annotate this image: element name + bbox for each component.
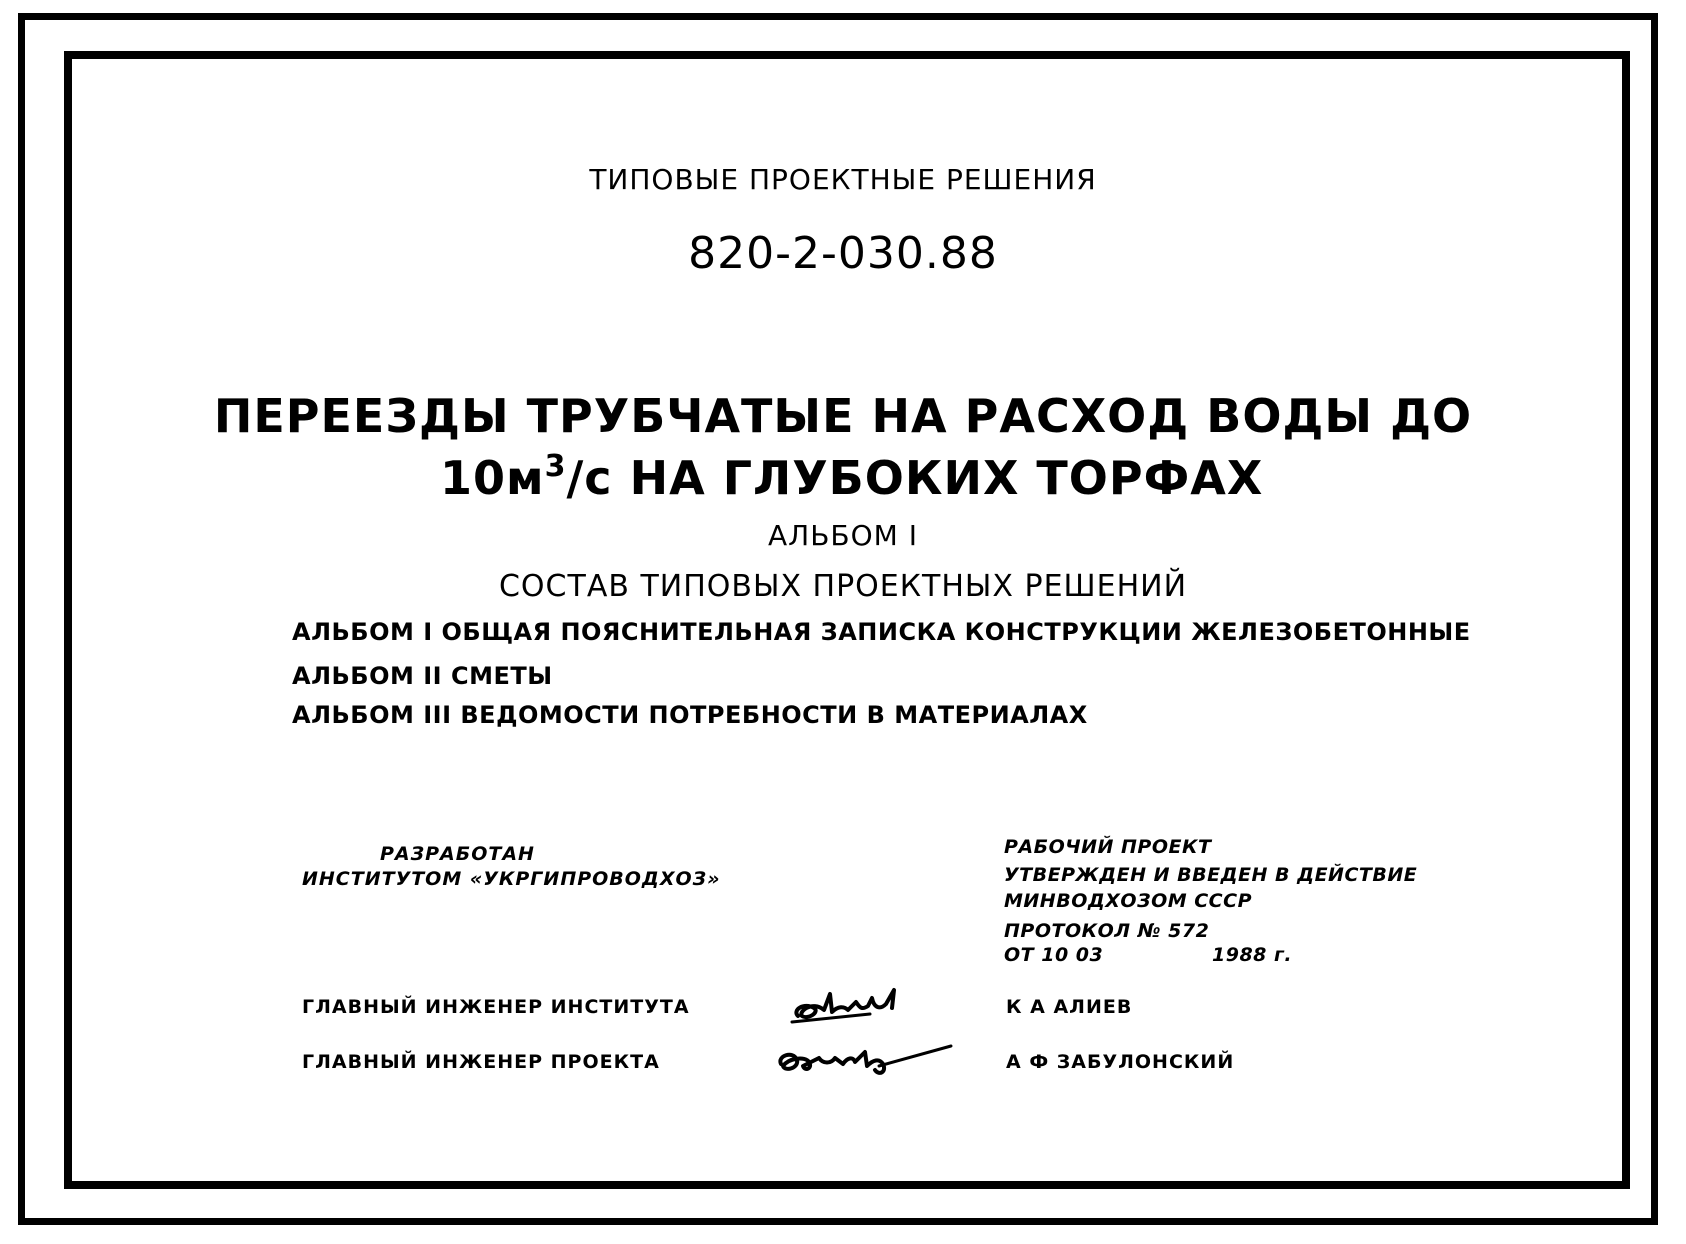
title-line-2 [440,449,1264,505]
signature-chief-engineer-project [775,1038,955,1080]
signatory-name: А Ф ЗАБУЛОНСКИЙ [1006,1051,1235,1073]
approval-line: РАБОЧИЙ ПРОЕКТ [1004,836,1212,858]
signatory-name: К А АЛИЕВ [1006,996,1133,1018]
approval-year: 1988 г. [1212,944,1293,966]
signature-chief-engineer-institute [790,980,930,1030]
approval-line: УТВЕРЖДЕН И ВВЕДЕН В ДЕЙСТВИЕ [1004,864,1418,886]
album-list-item: АЛЬБОМ II СМЕТЫ [292,662,553,690]
approval-date: ОТ 10 03 [1004,944,1104,966]
title-line-1: ПЕРЕЕЗДЫ ТРУБЧАТЫЕ НА РАСХОД ВОДЫ ДО [213,389,1473,443]
developed-by: ИНСТИТУТОМ «УКРГИПРОВОДХОЗ» [302,868,721,890]
album-list-item: АЛЬБОМ I ОБЩАЯ ПОЯСНИТЕЛЬНАЯ ЗАПИСКА КОНСТРУКЦИИ ЖЕЛЕЗОБЕТОННЫЕ [292,618,1471,646]
composition-heading: СОСТАВ ТИПОВЫХ ПРОЕКТНЫХ РЕШЕНИЙ [498,569,1188,604]
title-flow-exponent: 3 [544,449,567,484]
header-label: ТИПОВЫЕ ПРОЕКТНЫЕ РЕШЕНИЯ [589,163,1097,196]
signatory-role: ГЛАВНЫЙ ИНЖЕНЕР ПРОЕКТА [302,1051,660,1073]
album-list-item: АЛЬБОМ III ВЕДОМОСТИ ПОТРЕБНОСТИ В МАТЕРИАЛАХ [292,701,1088,729]
album-label: АЛЬБОМ I [768,519,918,552]
approval-line: МИНВОДХОЗОМ СССР [1004,890,1252,912]
protocol-number: ПРОТОКОЛ № 572 [1004,920,1210,942]
document-number: 820-2-030.88 [688,228,998,279]
title-line-2-text: /с НА ГЛУБОКИХ ТОРФАХ [566,451,1264,505]
title-flow-value: 10м [440,451,545,505]
signatory-role: ГЛАВНЫЙ ИНЖЕНЕР ИНСТИТУТА [302,996,690,1018]
developed-label: РАЗРАБОТАН [380,843,535,865]
